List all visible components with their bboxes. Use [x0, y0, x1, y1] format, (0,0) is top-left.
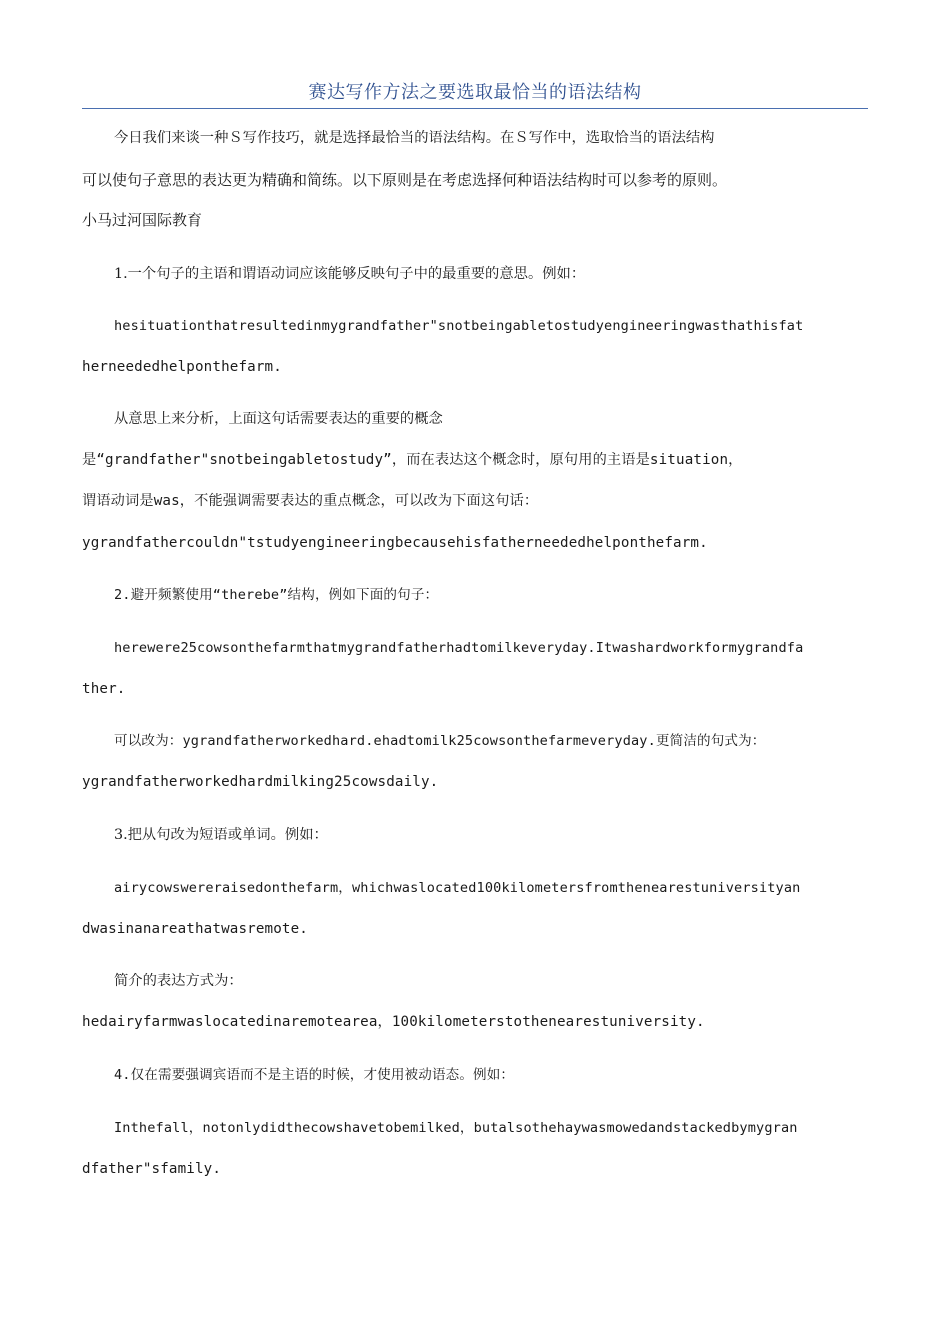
rule-3-heading: 3.把从句改为短语或单词。例如：	[114, 827, 328, 843]
intro-line-2: 可以使句子意思的表达更为精确和简练。以下原则是在考虑选择何种语法结构时可以参考的原则。	[82, 171, 728, 189]
title-divider	[82, 108, 868, 109]
intro-line-1: 今日我们来谈一种Ｓ写作技巧，就是选择最恰当的语法结构。在Ｓ写作中，选取恰当的语法结构	[114, 130, 715, 146]
rule-2-example-line-1: herewere25cowsonthefarmthatmygrandfatherhadtomilkeveryday.Itwashardworkformygrandfa	[114, 640, 804, 656]
intro-line-3: 小马过河国际教育	[82, 211, 203, 229]
rule-1-analysis-line-1: 从意思上来分析，上面这句话需要表达的重要的概念	[114, 411, 443, 427]
document-page	[82, 78, 868, 109]
rule-3-revision: hedairyfarmwaslocatedinaremotearea，100kilometerstothenearestuniversity.	[82, 1014, 705, 1030]
rule-2-heading: 2.避开频繁使用“therebe”结构，例如下面的句子：	[114, 587, 439, 603]
document-title: 赛达写作方法之要选取最恰当的语法结构	[308, 82, 642, 103]
rule-1-heading: 1.一个句子的主语和谓语动词应该能够反映句子中的最重要的意思。例如：	[114, 266, 586, 282]
rule-3-example-line-1: airycowswereraisedonthefarm，whichwaslocated100kilometersfromthenearestuniversityan	[114, 880, 801, 896]
rule-2-example-line-2: ther.	[82, 681, 126, 697]
rule-2-revision-line-2: ygrandfatherworkedhardmilking25cowsdaily.	[82, 774, 439, 790]
rule-4-example-line-2: dfather"sfamily.	[82, 1161, 222, 1177]
rule-1-analysis-line-3: 谓语动词是was，不能强调需要表达的重点概念，可以改为下面这句话：	[82, 493, 539, 509]
rule-1-analysis-line-2: 是“grandfather"snotbeingabletostudy”，而在表达这个概念时，原句用的主语是situation，	[82, 452, 743, 468]
rule-4-example-line-1: Inthefall，notonlydidthecowshavetobemilked，butalsothehaywasmowedandstackedbymygran	[114, 1120, 798, 1136]
rule-1-example-line-1: hesituationthatresultedinmygrandfather"snotbeingabletostudyengineeringwasthathisfat	[114, 318, 804, 334]
rule-1-example-line-2: herneededhelponthefarm.	[82, 359, 282, 375]
rule-1-analysis-line-4: ygrandfathercouldn"tstudyengineeringbecausehisfatherneededhelponthefarm.	[82, 535, 708, 551]
rule-2-revision-line-1: 可以改为：ygrandfatherworkedhard.ehadtomilk25cowsonthefarmeveryday.更简洁的句式为：	[114, 733, 766, 749]
rule-3-revision-label: 简介的表达方式为：	[114, 973, 243, 989]
rule-3-example-line-2: dwasinanareathatwasremote.	[82, 921, 308, 937]
rule-4-heading: 4.仅在需要强调宾语而不是主语的时候，才使用被动语态。例如：	[114, 1067, 515, 1083]
